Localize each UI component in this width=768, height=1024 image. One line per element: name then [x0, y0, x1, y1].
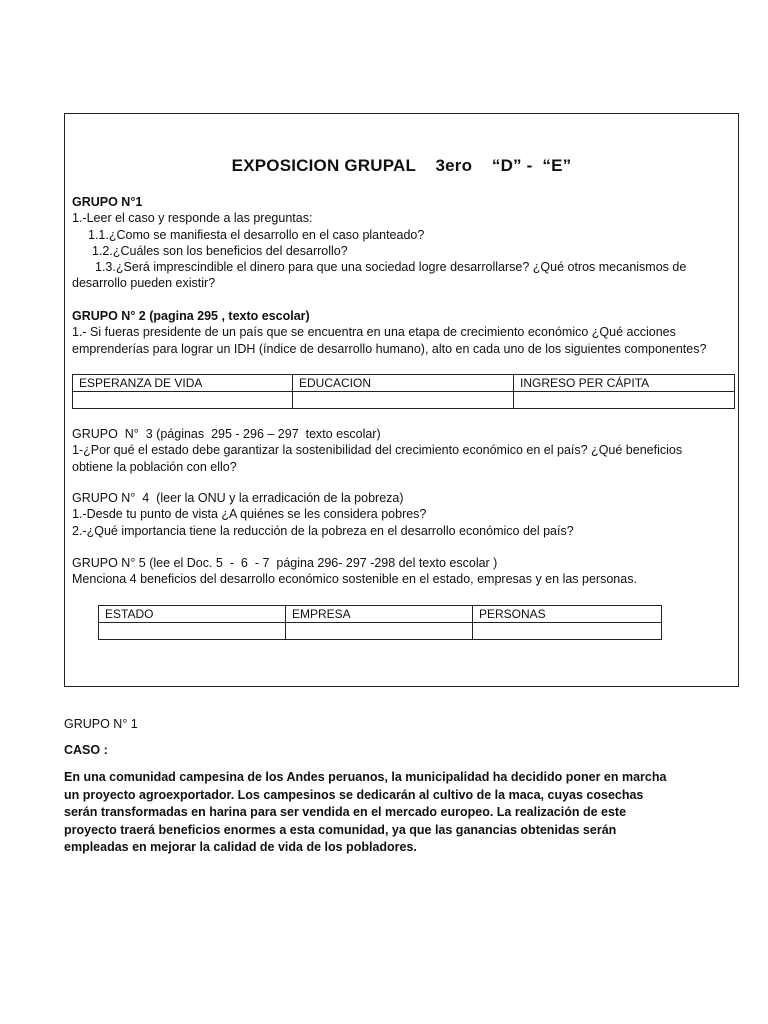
- grupo3-section: [72, 426, 730, 475]
- table-cell-empty[interactable]: [73, 392, 293, 409]
- case-label: CASO :: [64, 743, 108, 757]
- table-header-cell: INGRESO PER CÁPITA: [514, 375, 735, 392]
- page-title: EXPOSICION GRUPAL 3ero “D” - “E”: [231, 156, 572, 175]
- table-header-cell: ESTADO: [99, 606, 286, 623]
- table-cell-empty[interactable]: [293, 392, 514, 409]
- grupo4-line-1: 1.-Desde tu punto de vista ¿A quiénes se les considera pobres?: [72, 507, 427, 522]
- table-header-cell: ESPERANZA DE VIDA: [73, 375, 293, 392]
- table-header-cell: PERSONAS: [473, 606, 662, 623]
- case-text: [64, 769, 667, 857]
- table-cell-empty[interactable]: [286, 623, 473, 640]
- grupo2-line-2: emprenderías para lograr un IDH (índice de desarrollo humano), alto en cada uno de los siguientes componentes?: [72, 341, 707, 356]
- table-cell-empty[interactable]: [473, 623, 662, 640]
- table-row: [73, 392, 735, 409]
- grupo1-section: [72, 194, 730, 292]
- table-header-row: [73, 375, 735, 392]
- case-line: un proyecto agroexportador. Los campesinos se dedicarán al cultivo de la maca, cuyas cosechas: [64, 787, 644, 802]
- grupo1-heading: GRUPO N°1: [72, 195, 143, 209]
- grupo1-question-3: 1.3.¿Será imprescindible el dinero para que una sociedad logre desarrollarse? ¿Qué otros mecanismos de: [95, 260, 687, 275]
- case-line: En una comunidad campesina de los Andes peruanos, la municipalidad ha decidido poner en marcha: [64, 770, 667, 784]
- exercise-box: [64, 113, 739, 687]
- case-heading: GRUPO N° 1: [64, 717, 138, 731]
- grupo2-line-1: 1.- Si fueras presidente de un país que se encuentra en una etapa de crecimiento económico ¿Qué acciones: [72, 325, 676, 340]
- beneficios-table: [98, 605, 662, 640]
- table-cell-empty[interactable]: [99, 623, 286, 640]
- table-header-cell: EMPRESA: [286, 606, 473, 623]
- grupo2-heading: GRUPO N° 2 (pagina 295 , texto escolar): [72, 309, 310, 323]
- grupo1-question-1: 1.1.¿Como se manifiesta el desarrollo en el caso planteado?: [88, 227, 425, 242]
- grupo4-section: [72, 490, 730, 539]
- grupo5-heading: GRUPO N° 5 (lee el Doc. 5 - 6 - 7 página 296- 297 -298 del texto escolar ): [72, 556, 498, 570]
- grupo4-heading: GRUPO N° 4 (leer la ONU y la erradicación de la pobreza): [72, 491, 404, 505]
- idh-table: [72, 374, 735, 409]
- case-line: proyecto traerá beneficios enormes a esta comunidad, ya que las ganancias obtenidas serán: [64, 822, 617, 837]
- grupo5-section: [72, 555, 730, 588]
- grupo4-line-2: 2.-¿Qué importancia tiene la reducción de la pobreza en el desarrollo económico del país?: [72, 523, 574, 538]
- case-line: serán transformadas en harina para ser vendida en el mercado europeo. La realización de este: [64, 805, 627, 819]
- grupo5-line-1: Menciona 4 beneficios del desarrollo económico sostenible en el estado, empresas y en las personas.: [72, 572, 637, 587]
- case-line: empleadas en mejorar la calidad de vida de los pobladores.: [64, 840, 417, 854]
- grupo3-heading: GRUPO N° 3 (páginas 295 - 296 – 297 texto escolar): [72, 427, 381, 441]
- table-header-cell: EDUCACION: [293, 375, 514, 392]
- table-cell-empty[interactable]: [514, 392, 735, 409]
- grupo3-line-1: 1-¿Por qué el estado debe garantizar la sostenibilidad del crecimiento económico en el país? ¿Qué beneficios: [72, 443, 683, 458]
- table-row: [99, 623, 662, 640]
- grupo1-question-2: 1.2.¿Cuáles son los beneficios del desarrollo?: [92, 243, 348, 258]
- table-header-row: [99, 606, 662, 623]
- grupo2-section: [72, 308, 730, 357]
- grupo1-question-3-cont: desarrollo pueden existir?: [72, 276, 216, 291]
- grupo1-intro: 1.-Leer el caso y responde a las preguntas:: [72, 211, 313, 226]
- grupo3-line-2: obtiene la población con ello?: [72, 459, 237, 474]
